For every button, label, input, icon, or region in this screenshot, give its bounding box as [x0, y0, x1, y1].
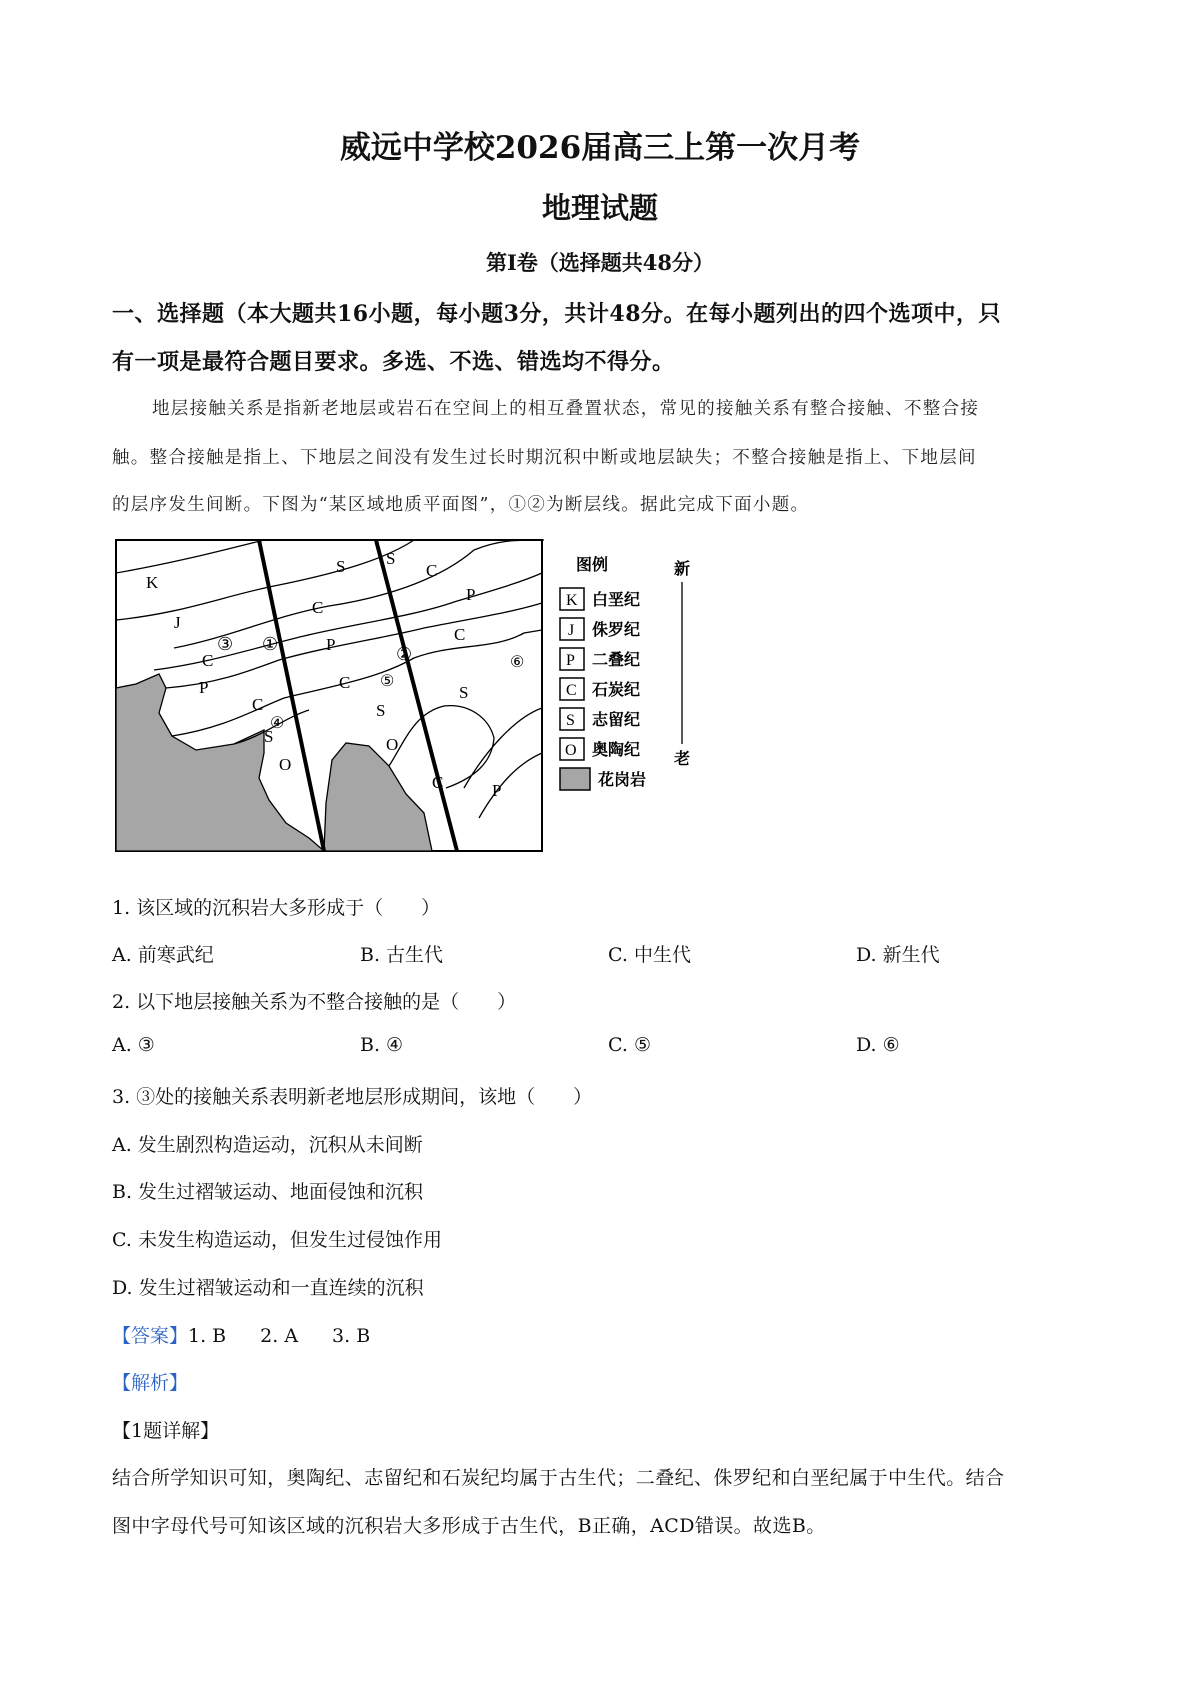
map-label-o-mid: O — [386, 735, 399, 754]
answer-line — [112, 1321, 1092, 1348]
exam-title: 威远中学校2026届高三上第一次月考 — [339, 130, 861, 166]
svg-text:S: S — [566, 712, 575, 729]
svg-text:奥陶纪: 奥陶纪 — [592, 742, 641, 759]
svg-text:志留纪: 志留纪 — [592, 712, 641, 729]
svg-text:K: K — [566, 592, 578, 609]
answer-2: 2. A — [260, 1325, 299, 1347]
question-2-stem: 2. 以下地层接触关系为不整合接触的是（ ） — [112, 991, 517, 1013]
scale-old-label: 老 — [674, 751, 691, 768]
map-label-c-mid: C — [339, 673, 351, 692]
map-label-k: K — [146, 573, 159, 592]
question-1-option-b[interactable]: B. 古生代 — [360, 944, 444, 966]
map-label-c-northeast: C — [426, 561, 438, 580]
map-marker-6: ⑥ — [510, 654, 525, 671]
question-2-option-a[interactable]: A. ③ — [112, 1034, 155, 1056]
question-3-stem: 3. ③处的接触关系表明新老地层形成期间，该地（ ） — [112, 1086, 593, 1108]
svg-text:P: P — [566, 652, 575, 669]
map-label-p-southeast: P — [492, 781, 502, 800]
question-1-option-d[interactable]: D. 新生代 — [856, 944, 940, 966]
subject-title: 地理试题 — [541, 191, 658, 225]
map-marker-2: ② — [396, 644, 413, 664]
legend-item-j — [560, 618, 640, 640]
volume-title: 第I卷（选择题共48分） — [485, 250, 715, 275]
analysis-label: 【解析】 — [112, 1372, 189, 1394]
map-marker-3: ③ — [217, 634, 234, 654]
detail-line-2: 图中字母代号可知该区域的沉积岩大多形成于古生代，B正确，ACD错误。故选B。 — [112, 1515, 826, 1537]
question-3-option-c[interactable]: C. 未发生构造运动，但发生过侵蚀作用 — [112, 1229, 442, 1251]
legend-item-granite — [560, 768, 646, 790]
legend-item-o — [560, 738, 640, 760]
geologic-map-figure — [114, 538, 700, 864]
map-marker-5: ⑤ — [380, 673, 395, 690]
map-label-s-north1: S — [336, 557, 346, 576]
map-label-c-center: C — [252, 695, 264, 714]
question-1-option-c[interactable]: C. 中生代 — [608, 944, 691, 966]
svg-text:二叠纪: 二叠纪 — [592, 652, 641, 669]
svg-text:J: J — [568, 622, 575, 639]
map-label-p-west: P — [199, 678, 209, 697]
answer-1: 1. B — [188, 1325, 227, 1347]
answer-label: 【答案】 — [112, 1325, 189, 1347]
intro-line-1: 地层接触关系是指新老地层或岩石在空间上的相互叠置状态，常见的接触关系有整合接触、不整合接 — [152, 399, 980, 419]
section-heading-line-1: 一、选择题（本大题共16小题，每小题3分，共计48分。在每小题列出的四个选项中，只 — [112, 301, 1002, 327]
map-label-s-north2: S — [386, 549, 396, 568]
map-label-c-west: C — [202, 651, 214, 670]
svg-text:侏罗纪: 侏罗纪 — [592, 622, 641, 639]
map-label-s-west: S — [264, 727, 274, 746]
question-2-option-c[interactable]: C. ⑤ — [608, 1034, 651, 1056]
intro-line-3: 的层序发生间断。下图为“某区域地质平面图”，①②为断层线。据此完成下面小题。 — [112, 495, 810, 515]
question-3-option-a[interactable]: A. 发生剧烈构造运动，沉积从未间断 — [112, 1134, 423, 1156]
question-2-option-b[interactable]: B. ④ — [360, 1034, 404, 1056]
detail-title: 【1题详解】 — [112, 1420, 220, 1442]
map-marker-1: ① — [262, 634, 279, 654]
map-label-p-northeast: P — [466, 585, 476, 604]
legend-title: 图例 — [576, 557, 609, 574]
svg-text:C: C — [566, 682, 577, 699]
svg-text:石炭纪: 石炭纪 — [592, 682, 641, 699]
answer-3: 3. B — [332, 1325, 371, 1347]
detail-line-1: 结合所学知识可知，奥陶纪、志留纪和石炭纪均属于古生代；二叠纪、侏罗纪和白垩纪属于中生代。结合 — [112, 1467, 1005, 1489]
legend-item-p — [560, 648, 640, 670]
map-label-p-center: P — [326, 635, 336, 654]
map-label-c-north: C — [312, 598, 324, 617]
intro-line-2: 触。整合接触是指上、下地层之间没有发生过长时期沉积中断或地层缺失；不整合接触是指上、下地层间 — [112, 448, 977, 468]
map-label-c-southeast: C — [432, 773, 444, 792]
question-2-option-d[interactable]: D. ⑥ — [856, 1034, 900, 1056]
legend-item-k — [560, 588, 640, 610]
question-1-stem: 1. 该区域的沉积岩大多形成于（ ） — [112, 897, 441, 919]
legend-item-s — [560, 708, 640, 730]
svg-text:白垩纪: 白垩纪 — [592, 592, 641, 609]
map-marker-4: ④ — [270, 715, 285, 732]
map-label-j: J — [174, 613, 181, 632]
scale-new-label: 新 — [674, 561, 691, 578]
question-3-option-d[interactable]: D. 发生过褶皱运动和一直连续的沉积 — [112, 1277, 424, 1299]
map-label-o-west: O — [279, 755, 292, 774]
svg-text:花岗岩: 花岗岩 — [598, 772, 647, 789]
question-3-option-b[interactable]: B. 发生过褶皱运动、地面侵蚀和沉积 — [112, 1181, 424, 1203]
map-label-s-east: S — [459, 683, 469, 702]
map-area — [116, 540, 544, 851]
map-legend — [560, 555, 690, 790]
legend-item-c — [560, 678, 640, 700]
map-label-c-east: C — [454, 625, 466, 644]
svg-text:O: O — [565, 742, 577, 759]
map-label-s-mid: S — [376, 701, 386, 720]
question-1-option-a[interactable]: A. 前寒武纪 — [112, 944, 214, 966]
section-heading-line-2: 有一项是最符合题目要求。多选、不选、错选均不得分。 — [112, 349, 675, 375]
